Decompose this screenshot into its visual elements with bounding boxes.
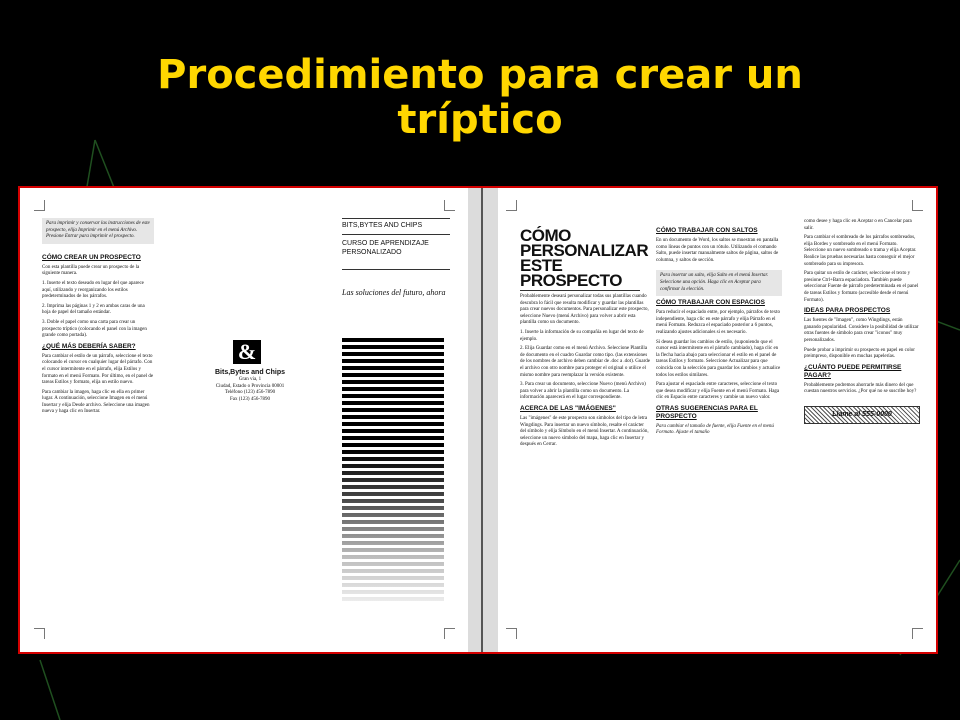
section-heading: ¿QUÉ MÁS DEBERÍA SABER? bbox=[42, 342, 136, 350]
paragraph: Para cambiar el sombreado de los párrafos sombreados, elija Bordes y sombreado en el menú Formato. Seleccione un nuevo sombreado o trama y elija Aceptar. Realice las pruebas necesarias hasta conseguir el mejor sombreado para su impresora. bbox=[804, 235, 917, 267]
cover-image bbox=[342, 338, 444, 603]
paragraph: Para cambiar la imagen, haga clic en ella en primer lugar. A continuación, seleccione Imagen en el menú Insertar y elija Desde archivo. Seleccione una imagen nueva y haga clic en Insertar. bbox=[42, 389, 150, 415]
phone-callout: Llame al 555-0000 bbox=[804, 406, 920, 424]
company-city: Ciudad, Estado o Provincia 00001 bbox=[215, 383, 285, 389]
slide-title-line1: Procedimiento para crear un bbox=[157, 52, 803, 98]
paragraph: Para cambiar el estilo de un párrafo, seleccione el texto colocando el cursor en cualquier lugar del párrafo. Con el cursor intermitente en el párrafo, elija Estilos y formato en el menú Formato. Por último, en el panel de tareas Estilos y formato, elija un estilo nuevo. bbox=[42, 353, 154, 386]
big-heading-1: CÓMO bbox=[520, 226, 571, 245]
paragraph: 2. Elija Guardar como en el menú Archivo. Seleccione Plantilla de documento en el cuadro Guardar como tipo. (las extensiones de los nombres de archivo deben cambiar de .doc a .dot). Guarde el archivo con otro nombre para proteger el original o utilice el mismo nombre para reemplazar la versión existente. bbox=[520, 346, 650, 378]
paragraph: Para reducir el espaciado entre, por ejemplo, párrafos de texto independiente, haga clic en este párrafo y elija Párrafo en el menú Formato. Reduzca el espaciado posterior a 6 puntos, realizando ajustes adicionales si es necesario. bbox=[656, 310, 780, 335]
cover-course: CURSO DE APRENDIZAJE PERSONALIZADO bbox=[342, 240, 429, 256]
break-note: Para insertar un salto, elija Salto en el menú Insertar. Seleccione una opción. Haga clic en Aceptar para confirmar la elección. bbox=[656, 270, 782, 296]
company-info bbox=[200, 368, 300, 403]
brochure-screenshot bbox=[18, 186, 938, 654]
crop-mark bbox=[34, 200, 45, 211]
right-panel-tips bbox=[656, 224, 782, 437]
cover-panel bbox=[342, 218, 450, 298]
page-gutter bbox=[468, 188, 498, 652]
paragraph: Probablemente podremos ahorrarle más dinero del que cuestan nuestros servicios. ¿Por qué no se suscribe hoy? bbox=[804, 382, 917, 395]
paragraph: 1. Inserte el texto deseado en lugar del que aparece aquí, utilizando y reorganizando los estilos predeterminados de los párrafos. bbox=[42, 280, 144, 300]
left-panel-instructions bbox=[42, 218, 154, 416]
paragraph: como desee y haga clic en Aceptar o en Cancelar para salir. bbox=[804, 219, 912, 231]
crop-mark bbox=[444, 200, 455, 211]
paragraph: 3. Doble el papel como una carta para crear un prospecto tríptico (colocando el panel con la imagen grande como portada). bbox=[42, 319, 147, 339]
paragraph: Para quitar un estilo de carácter, seleccione el texto y presione Ctrl+Barra espaciadora. También puede seleccionar Fuente de párrafo predeterminada en el panel de tareas Estilos y formato (accesible desde el menú Formato). bbox=[804, 271, 919, 303]
crop-mark bbox=[506, 628, 517, 639]
section-heading: CÓMO TRABAJAR CON SALTOS bbox=[656, 227, 758, 234]
right-panel-personalize bbox=[520, 228, 650, 449]
company-name: Bits,Bytes and Chips bbox=[214, 369, 285, 376]
paragraph: Para cambiar el tamaño de fuente, elija Fuente en el menú Formato. Ajuste el tamaño bbox=[656, 423, 774, 436]
section-heading: OTRAS SUGERENCIAS PARA EL PROSPECTO bbox=[656, 404, 758, 420]
section-heading: ¿CUÁNTO PUEDE PERMITIRSE PAGAR? bbox=[804, 363, 902, 379]
paragraph: 3. Para crear un documento, seleccione Nuevo (menú Archivo) para volver a abrir la plantilla como un documento. La información aparecerá en el lugar correspondiente. bbox=[520, 382, 646, 401]
company-address: Gran vía, 1 bbox=[238, 377, 262, 382]
section-heading: IDEAS PARA PROSPECTOS bbox=[804, 307, 891, 315]
paragraph: 2. Imprima las páginas 1 y 2 en ambas caras de una hoja de papel del tamaño estándar. bbox=[42, 303, 145, 316]
company-fax: Fax (123) 456-7890 bbox=[230, 396, 270, 402]
company-logo: & bbox=[233, 340, 261, 364]
crop-mark bbox=[912, 200, 923, 211]
cover-company: BITS,BYTES AND CHIPS bbox=[342, 222, 423, 229]
crop-mark bbox=[912, 628, 923, 639]
crop-mark bbox=[34, 628, 45, 639]
paragraph: Puede probar a imprimir su prospecto en papel en color preimpreso, disponible en muchas papelerías. bbox=[804, 347, 915, 360]
section-heading: ACERCA DE LAS "IMÁGENES" bbox=[520, 404, 616, 412]
paragraph: Las "imágenes" de este prospecto son símbolos del tipo de letra Wingdings. Para insertar un nuevo símbolo, resalte el carácter del símbolo y elija Símbolo en el menú Insertar. A continuación, seleccione un nuevo símbolo del mapa, haga clic en Insertar y después en Cerrar. bbox=[520, 415, 649, 448]
company-phone: Teléfono (123) 456-7890 bbox=[224, 390, 276, 396]
paragraph: 1. Inserte la información de su compañía en lugar del texto de ejemplo. bbox=[520, 329, 644, 342]
section-heading: CÓMO CREAR UN PROSPECTO bbox=[42, 253, 141, 261]
big-heading-2: PERSONALIZAR bbox=[520, 241, 649, 260]
paragraph: Con esta plantilla puede crear un prospecto de la siguiente manera. bbox=[42, 264, 140, 277]
paragraph: Probablemente deseará personalizar todas sus plantillas cuando descubra lo fácil que resulta modificar y guardar las plantillas para crear nuevos documentos. Para personalizar este prospecto, seleccione Nuevo (menú Archivo) para volver a abrir esta plantilla como un documento. bbox=[520, 294, 649, 326]
big-heading-4: PROSPECTO bbox=[520, 271, 622, 290]
section-heading: CÓMO TRABAJAR CON ESPACIOS bbox=[656, 299, 765, 307]
crop-mark bbox=[444, 628, 455, 639]
crop-mark bbox=[506, 200, 517, 211]
cover-slogan: Las soluciones del futuro, ahora bbox=[342, 288, 446, 297]
paragraph: Si desea guardar los cambios de estilo, (suponiendo que el cursor está intermitente en el párrafo cambiado), haga clic en la flecha hacia abajo para seleccionar el estilo en el panel de tareas Estilos y formato. Seleccione Actualizar para que coincida con la selección para guardar los cambios y actualice todos los estilos similares. bbox=[656, 339, 781, 378]
slide-title-line2: tríptico bbox=[397, 97, 563, 143]
paragraph: En un documento de Word, los saltos se muestran en pantalla como líneas de puntos con un rótulo. Utilizando el comando Salto, puede insertar manualmente saltos de página, saltos de columna, y saltos de sección. bbox=[656, 238, 779, 263]
paragraph: Para ajustar el espaciado entre caracteres, seleccione el texto que desea modificar y elija Fuente en el menú Formato. Haga clic en Espacio entre caracteres y cambie un nuevo valor. bbox=[656, 382, 780, 401]
right-panel-ideas bbox=[804, 216, 920, 424]
paragraph: Las fuentes de "Imagen", como Wingdings, están ganando popularidad. Considere la posibilidad de utilizar otras fuentes de símbolo para crear "iconos" muy personalizados. bbox=[804, 318, 919, 343]
print-note: Para imprimir y conservar las instrucciones de este prospecto, elija Imprimir en el menú Archivo. Presione Entrar para imprimir el prospecto. bbox=[42, 218, 154, 244]
big-heading-3: ESTE bbox=[520, 256, 563, 275]
